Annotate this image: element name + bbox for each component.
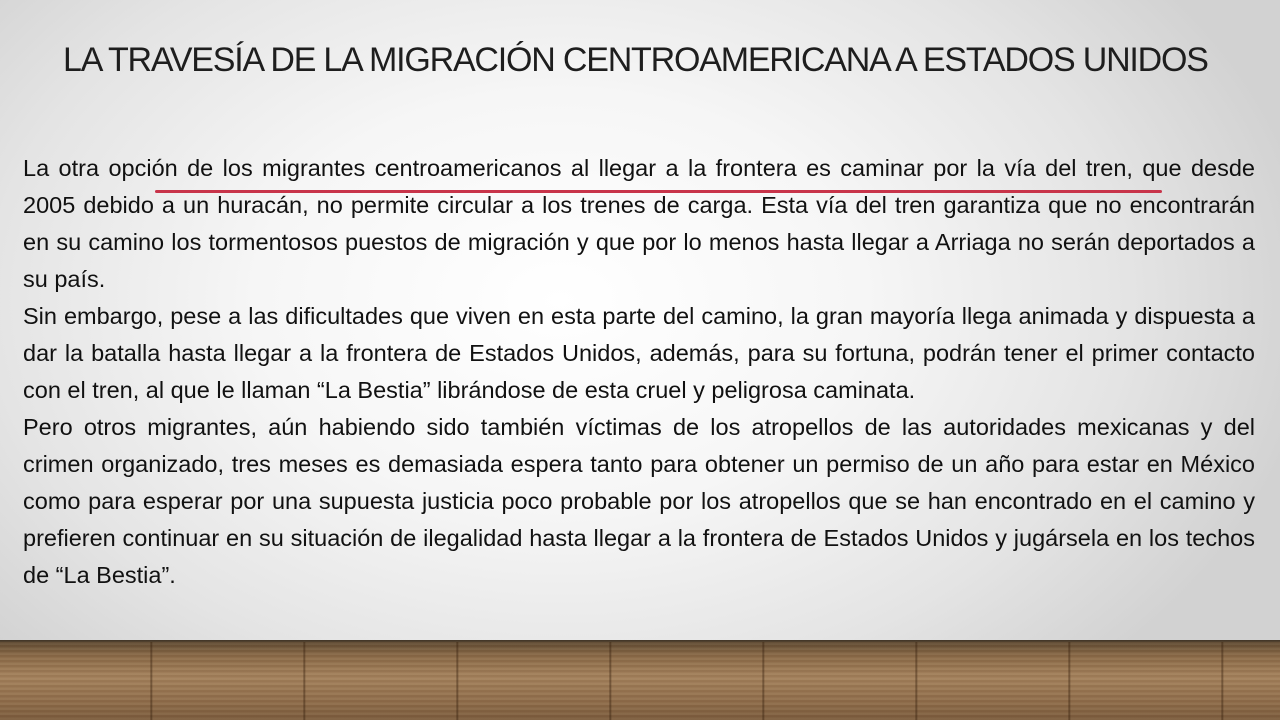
body-paragraph-2: Sin embargo, pese a las dificultades que viven en esta parte del camino, la gran mayoría llega animada y dispuesta a dar la batalla hasta llegar a la frontera de Estados Unidos, además, para su fortuna, podrán tener el primer contacto con el tren, al que le llaman “La Bestia” librándose de esta cruel y peligrosa caminata. — [23, 303, 1255, 403]
body-paragraph-3: Pero otros migrantes, aún habiendo sido también víctimas de los atropellos de las autoridades mexicanas y del crimen organizado, tres meses es demasiada espera tanto para obtener un permiso de un año para estar en México como para esperar por una supuesta justicia poco probable por los atropellos que se han encontrado en el camino y prefieren continuar en su situación de ilegalidad hasta llegar a la frontera de Estados Unidos y jugársela en los techos de “La Bestia”. — [23, 414, 1255, 588]
slide-title: LA TRAVESÍA DE LA MIGRACIÓN CENTROAMERICANA A ESTADOS UNIDOS — [63, 41, 1208, 79]
body-paragraph-1: La otra opción de los migrantes centroamericanos al llegar a la frontera es caminar por la vía del tren, que desde 2005 debido a un huracán, no permite circular a los trenes de carga. Esta vía del tren garantiza que no encontrarán en su camino los tormentosos puestos de migración y que por lo menos hasta llegar a Arriaga no serán deportados a su país. — [23, 155, 1255, 292]
wood-floor-background — [0, 642, 1280, 720]
slide-body — [23, 150, 1255, 594]
